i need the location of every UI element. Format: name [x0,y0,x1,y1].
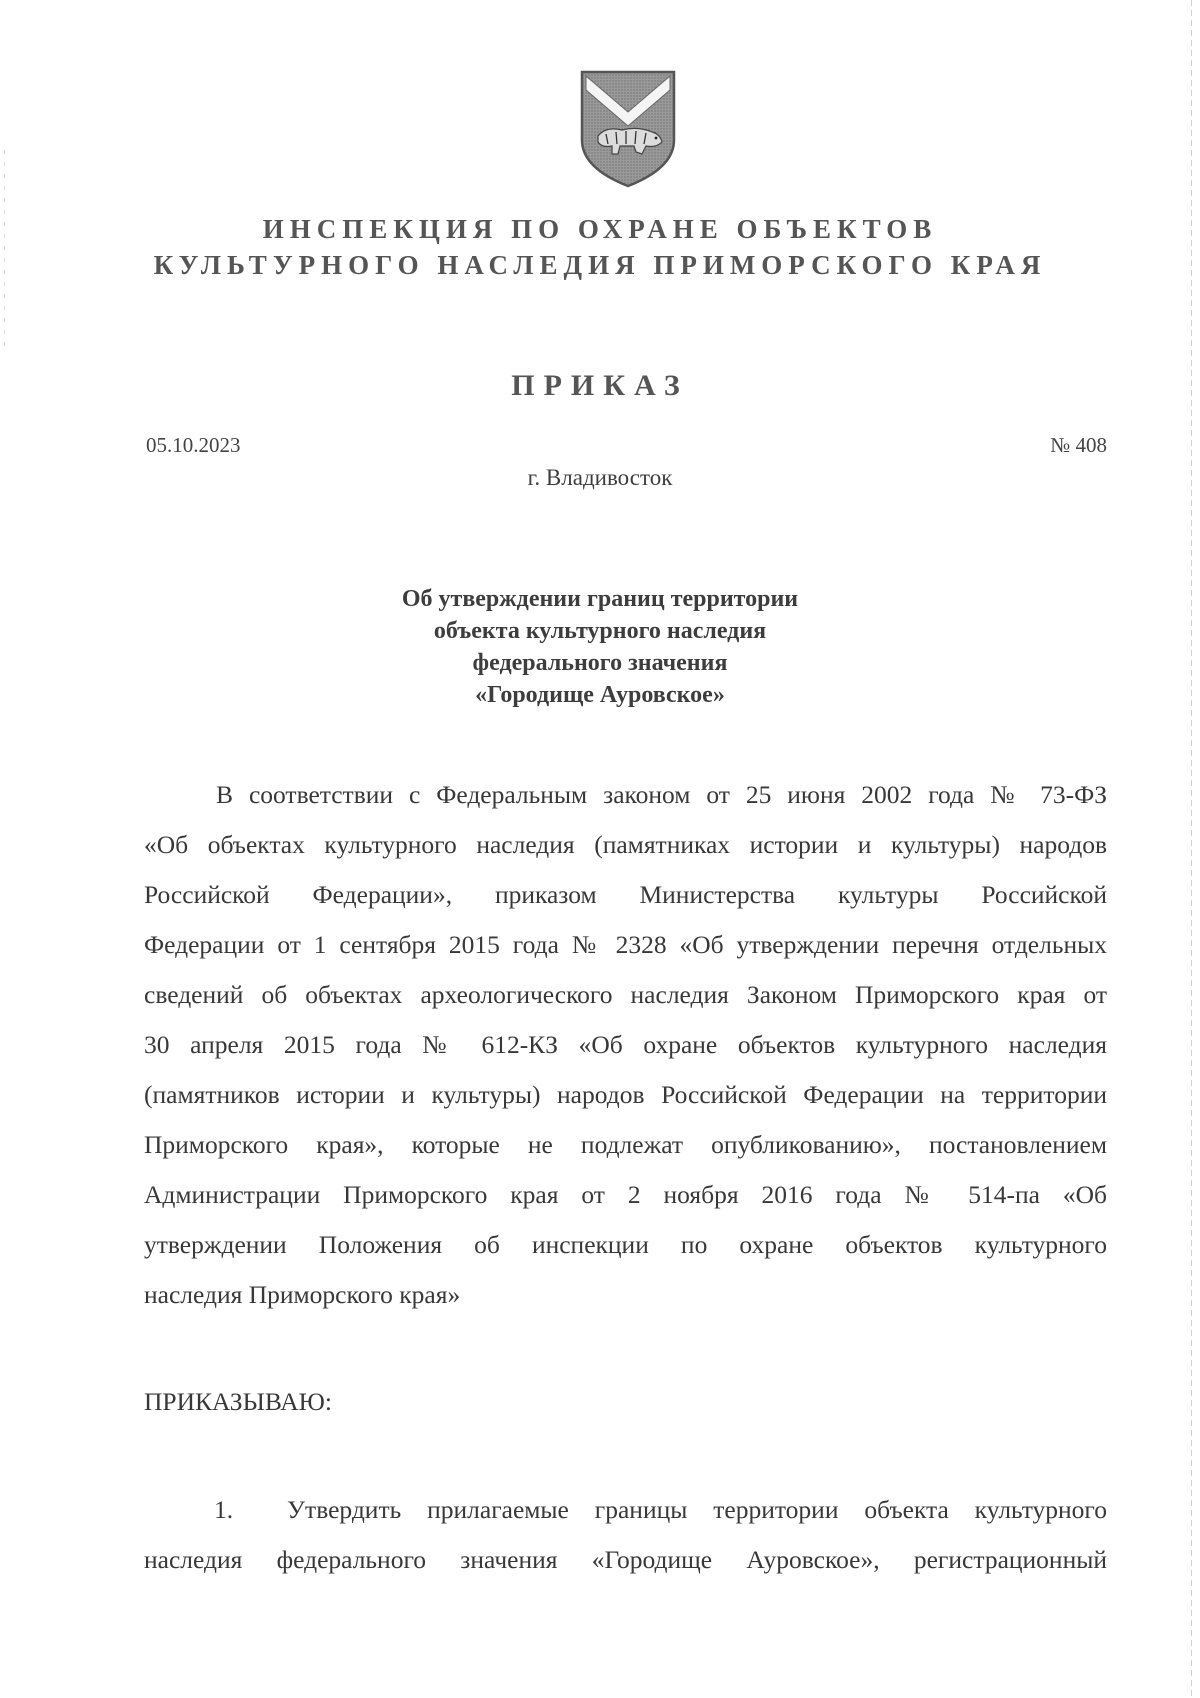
preamble-line: сведений об объектах археологического наследия Законом Приморского края от [144,980,1107,1009]
preamble-line: Приморского края», которые не подлежат опубликованию», постановлением [144,1130,1107,1159]
subject-line: Об утверждении границ территории [401,586,799,612]
preamble-line: 30 апреля 2015 года № 612-КЗ «Об охране объектов культурного наследия [144,1030,1107,1059]
subject-line: «Городище Ауровское» [475,682,725,708]
preamble-line: Федерации от 1 сентября 2015 года № 2328 «Об утверждении перечня отдельных [144,930,1107,959]
subject-line: объекта культурного наследия [433,618,767,644]
subject-line: федерального значения [472,650,728,676]
preamble-line: В соответствии с Федеральным законом от 25 июня 2002 года № 73-ФЗ [216,780,1107,809]
organization-name-line1: ИНСПЕКЦИЯ ПО ОХРАНЕ ОБЪЕКТОВ [262,214,938,244]
coat-of-arms-icon [576,68,680,190]
order-word: ПРИКАЗЫВАЮ: [144,1387,332,1416]
preamble-line: Российской Федерации», приказом Министерства культуры Российской [144,880,1107,909]
preamble-line: (памятников истории и культуры) народов Российской Федерации на территории [144,1080,1107,1109]
document-type-title: ПРИКАЗ [511,369,689,402]
preamble-line: Администрации Приморского края от 2 ноября 2016 года № 514-па «Об [144,1180,1107,1209]
document-number: № 408 [1050,433,1107,457]
preamble-line: утверждении Положения об инспекции по охране объектов культурного [144,1230,1107,1259]
preamble-line: наследия Приморского края» [144,1280,461,1309]
preamble-line: «Об объектах культурного наследия (памятниках истории и культуры) народов [144,830,1107,859]
item-line: Утвердить прилагаемые границы территории объекта культурного [287,1495,1107,1524]
item-line: наследия федерального значения «Городище Ауровское», регистрационный [144,1545,1107,1574]
document-date: 05.10.2023 [146,433,241,457]
document-subject [0,583,1200,711]
organization-name-line2: КУЛЬТУРНОГО НАСЛЕДИЯ ПРИМОРСКОГО КРАЯ [153,250,1047,280]
document-city: г. Владивосток [527,465,673,490]
item-number: 1. [214,1495,234,1524]
